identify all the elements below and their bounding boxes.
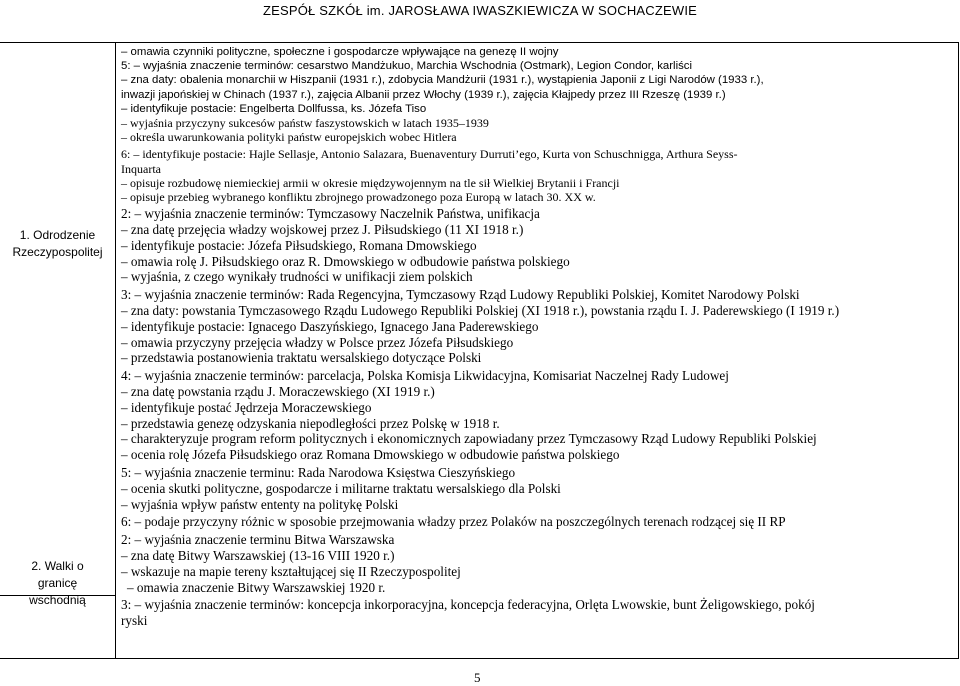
text-line: 6: – identyfikuje postacie: Hajle Sellasje, Antonio Salazara, Buenaventury Durruti’ego, Kurta von Schuschnigga, Arthura Seyss- — [121, 147, 738, 162]
text-line: – zna datę powstania rządu J. Moraczewskiego (XI 1919 r.) — [121, 384, 435, 399]
text-line: – ocenia rolę Józefa Piłsudskiego oraz Romana Dmowskiego w odbudowie państwa polskiego — [121, 447, 620, 463]
text-line: – opisuje przebieg wybranego konfliktu zbrojnego prowadzonego poza Europą w latach 30. XX w. — [121, 190, 596, 205]
text-line: – identyfikuje postacie: Ignacego Daszyńskiego, Ignacego Jana Paderewskiego — [121, 318, 539, 334]
page-header: ZESPÓŁ SZKÓŁ im. JAROSŁAWA IWASZKIEWICZA W SOCHACZEWIE — [262, 3, 698, 18]
text-line: 5: – wyjaśnia znaczenie terminów: cesarstwo Mandżukuo, Marchia Wschodnia (Ostmark), Legion Condor, karliści — [121, 60, 693, 73]
text-line: – zna daty: obalenia monarchii w Hiszpanii (1931 r.), zdobycia Mandżurii (1931 r.), wystąpienia Japonii z Ligi Narodów (1933 r.), — [121, 74, 764, 87]
text-line: – identyfikuje postać Jędrzeja Moraczewskiego — [121, 399, 372, 415]
text-line: – omawia czynniki polityczne, społeczne i gospodarcze wpływające na genezę II wojny — [121, 46, 559, 58]
text-line: – wyjaśnia przyczyny sukcesów państw faszystowskich w latach 1935–1939 — [121, 116, 489, 131]
text-line: – omawia przyczyny przejęcia władzy w Polsce przez Józefa Piłsudskiego — [121, 334, 514, 350]
text-line: – identyfikuje postacie: Józefa Piłsudskiego, Romana Dmowskiego — [121, 237, 477, 253]
text-line: 3: – wyjaśnia znaczenie terminów: koncepcja inkorporacyjna, koncepcja federacyjna, Orlęta Lwowskie, bunt Żeligowskiego, pokój — [121, 597, 815, 613]
text-line: inwazji japońskiej w Chinach (1937 r.), zajęcia Albanii przez Włochy (1939 r.), zajęcia Kłajpedy przez III Rzeszę (1939 r.) — [121, 88, 726, 101]
text-line: – opisuje rozbudowę niemieckiej armii w okresie międzywojennym na tle sił Wielkiej Brytanii i Francji — [121, 175, 620, 190]
curriculum-table — [0, 42, 959, 659]
text-line: – ocenia skutki polityczne, gospodarcze i militarne traktatu wersalskiego dla Polski — [121, 480, 561, 496]
text-line: – omawia znaczenie Bitwy Warszawskiej 1920 r. — [127, 579, 386, 595]
text-line: ryski — [121, 613, 148, 629]
text-line: 4: – wyjaśnia znaczenie terminów: parcelacja, Polska Komisja Likwidacyjna, Komisariat Naczelnej Rady Ludowej — [121, 368, 729, 384]
text-line: 3: – wyjaśnia znaczenie terminów: Rada Regencyjna, Tymczasowy Rząd Ludowy Republiki Polskiej, Komitet Narodowy Polski — [121, 287, 800, 303]
text-line: – omawia rolę J. Piłsudskiego oraz R. Dmowskiego w odbudowie państwa polskiego — [121, 253, 570, 269]
text-line: 6: – podaje przyczyny różnic w sposobie przejmowania władzy przez Polaków na poszczególnych terenach rodzącej się II RP — [121, 514, 786, 530]
text-line: – przedstawia genezę odzyskania niepodległości przez Polskę w 1918 r. — [121, 415, 500, 431]
page-number: 5 — [474, 670, 481, 685]
section-label-2: 2. Walki o granicę wschodnią — [29, 559, 86, 607]
text-line: – wyjaśnia, z czego wynikały trudności w unifikacji ziem polskich — [121, 269, 473, 285]
text-line: Inquarta — [121, 161, 161, 176]
content-column — [121, 45, 955, 629]
text-line: – zna daty: powstania Tymczasowego Rządu Ludowego Republiki Polskiej (XI 1918 r.), powstania rządu I. J. Paderewskiego (I 1919 r.) — [121, 303, 840, 319]
text-line: – identyfikuje postacie: Engelberta Dollfussa, ks. Józefa Tiso — [121, 102, 427, 115]
text-line: – zna datę przejęcia władzy wojskowej przez J. Piłsudskiego (11 XI 1918 r.) — [121, 222, 524, 238]
text-line: 2: – wyjaśnia znaczenie terminu Bitwa Warszawska — [121, 532, 395, 548]
text-line: – wyjaśnia wpływ państw ententy na politykę Polski — [121, 496, 399, 512]
text-line: 5: – wyjaśnia znaczenie terminu: Rada Narodowa Księstwa Cieszyńskiego — [121, 464, 516, 480]
text-line: 2: – wyjaśnia znaczenie terminów: Tymczasowy Naczelnik Państwa, unifikacja — [121, 206, 540, 222]
text-line: – przedstawia postanowienia traktatu wersalskiego dotyczące Polski — [121, 350, 482, 366]
section-label-1: 1. Odrodzenie Rzeczypospolitej — [12, 228, 103, 259]
column-divider — [115, 43, 116, 658]
text-line: – wskazuje na mapie tereny kształtującej się II Rzeczypospolitej — [121, 563, 461, 579]
text-line: – określa uwarunkowania polityki państw europejskich wobec Hitlera — [121, 130, 457, 145]
text-line: – zna datę Bitwy Warszawskiej (13-16 VIII 1920 r.) — [121, 547, 395, 563]
text-line: – charakteryzuje program reform politycznych i ekonomicznych zapowiadany przez Tymczasowy Rząd Ludowy Republiki Polskiej — [121, 431, 817, 447]
